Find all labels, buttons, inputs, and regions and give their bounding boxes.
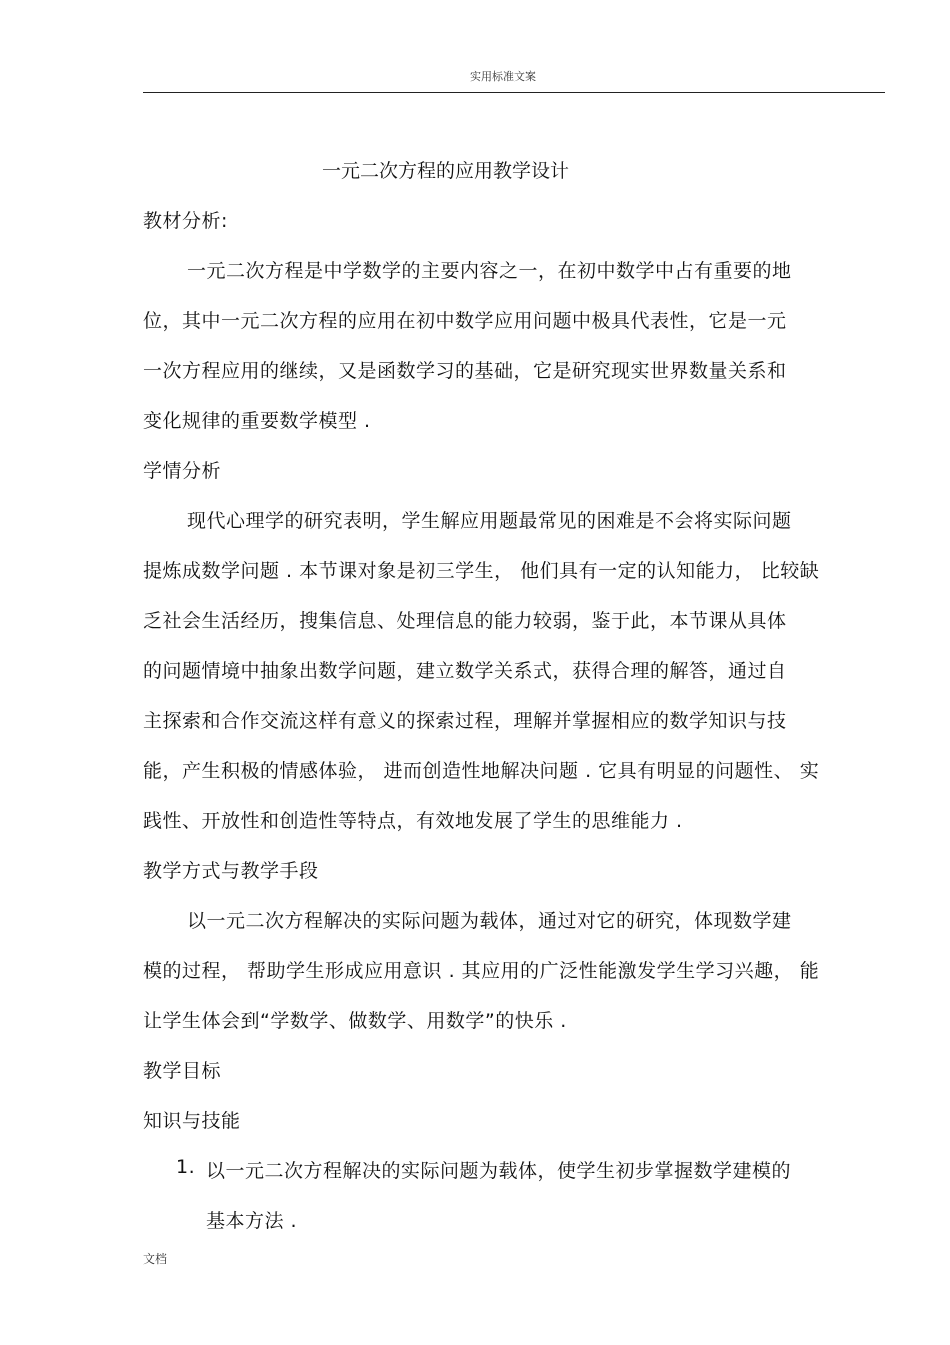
section-heading: 教材分析: <box>143 210 228 232</box>
section-heading: 学情分析 <box>143 460 222 482</box>
section-heading: 教学目标 <box>143 1060 222 1082</box>
paragraph-line: 让学生体会到“学数学、做数学、用数学”的快乐 . <box>143 1010 567 1032</box>
paragraph-line: 的问题情境中抽象出数学问题，建立数学关系式，获得合理的解答，通过自 <box>143 660 787 682</box>
paragraph-line: 以一元二次方程解决的实际问题为载体，通过对它的研究，体现数学建 <box>187 910 792 932</box>
paragraph-line: 主探索和合作交流这样有意义的探索过程，理解并掌握相应的数学知识与技 <box>143 710 787 732</box>
list-number: 1. <box>176 1156 196 1178</box>
paragraph-line: 一次方程应用的继续，又是函数学习的基础，它是研究现实世界数量关系和 <box>143 360 787 382</box>
paragraph-line: 提炼成数学问题 . 本节课对象是初三学生， 他们具有一定的认知能力， 比较缺 <box>143 560 820 582</box>
paragraph-line: 一元二次方程是中学数学的主要内容之一，在初中数学中占有重要的地 <box>187 260 792 282</box>
paragraph-line: 模的过程， 帮助学生形成应用意识 . 其应用的广泛性能激发学生学习兴趣， 能 <box>143 960 820 982</box>
paragraph-line: 乏社会生活经历，搜集信息、处理信息的能力较弱，鉴于此，本节课从具体 <box>143 610 787 632</box>
list-item-line: 基本方法 . <box>206 1210 298 1232</box>
section-heading: 知识与技能 <box>143 1110 241 1132</box>
paragraph-line: 践性、开放性和创造性等特点，有效地发展了学生的思维能力 . <box>143 810 683 832</box>
section-heading: 教学方式与教学手段 <box>143 860 319 882</box>
paragraph-line: 位，其中一元二次方程的应用在初中数学应用问题中极具代表性，它是一元 <box>143 310 787 332</box>
paragraph-line: 现代心理学的研究表明，学生解应用题最常见的困难是不会将实际问题 <box>187 510 792 532</box>
list-item-line: 以一元二次方程解决的实际问题为载体，使学生初步掌握数学建模的 <box>206 1160 792 1182</box>
page-footer: 文档 <box>143 1252 168 1266</box>
document-title: 一元二次方程的应用教学设计 <box>322 160 570 182</box>
page-header: 实用标准文案 <box>470 70 536 83</box>
paragraph-line: 变化规律的重要数学模型 . <box>143 410 371 432</box>
paragraph-line: 能，产生积极的情感体验， 进而创造性地解决问题 . 它具有明显的问题性、 实 <box>143 760 820 782</box>
header-rule <box>143 92 885 93</box>
